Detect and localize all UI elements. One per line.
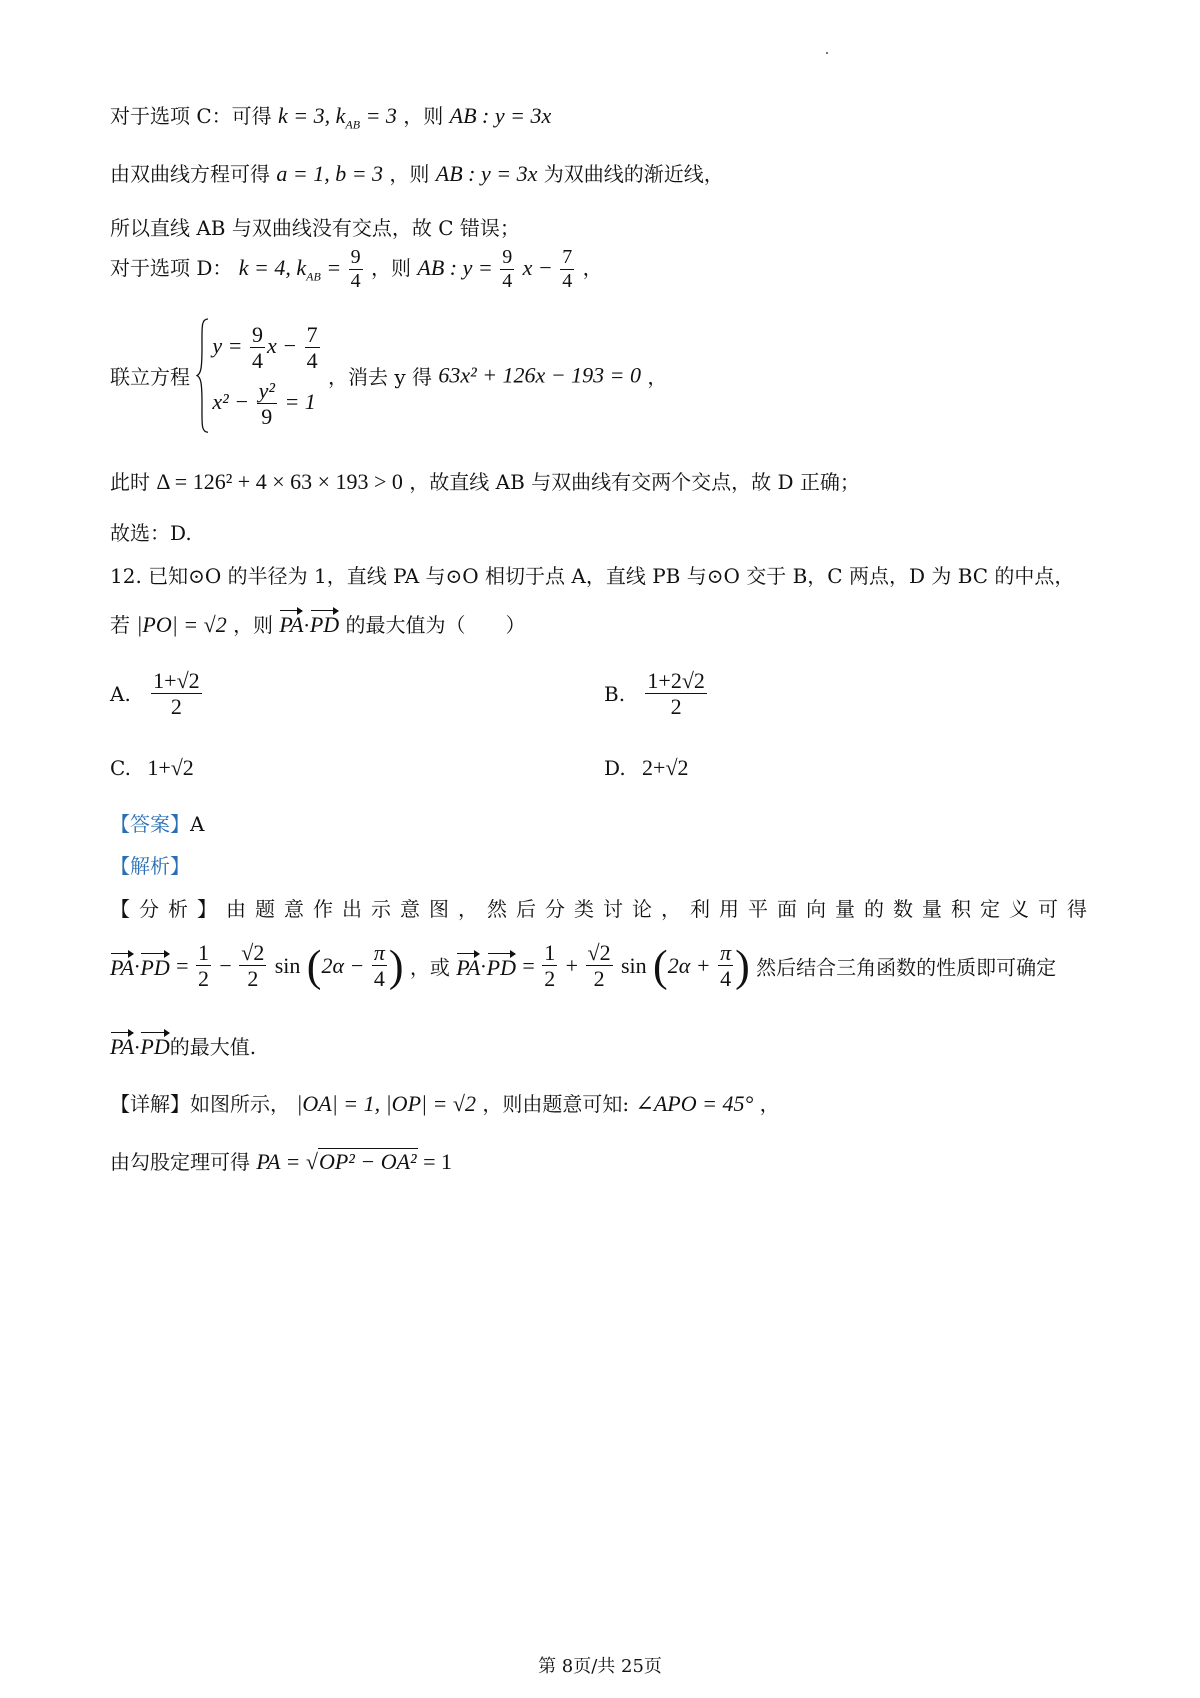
text: ，则 [233, 613, 274, 637]
text: ，则 [389, 162, 430, 186]
text: ，则 [371, 256, 412, 280]
detail-line-2: 由勾股定理可得 PA = √OP² − OA² = 1 [110, 1149, 453, 1174]
text: 联立方程 [110, 365, 190, 390]
text: ，消去 y 得 [327, 365, 432, 390]
math: x − [522, 255, 559, 280]
left-brace-icon [196, 318, 210, 433]
option-c-line [110, 100, 551, 132]
analysis-line-1 [110, 893, 1096, 922]
analysis-line-3: PA·PD的最大值. [110, 1030, 256, 1060]
fraction: $\frac{9}{4}$ [350, 246, 361, 292]
text: 所以直线 AB 与双曲线没有交点，故 C 错误； [110, 216, 520, 240]
question-12-stem-2: 若 |PO| = √2 ，则 PA·PD 的最大值为（ ） [110, 608, 526, 638]
question-12-stem [110, 560, 1074, 589]
analysis-line-2: PA·PD = $\frac{1}{2}$ − $\frac{√2}{2}$ sin (2α − $\frac{\pi}{4}$ ) ，或 PA·PD = $\frac{1}{2}$ + $\frac{√2}{2}$ sin (2α + $\frac{\pi}{4}$ ) 然后结合三角函数的性质即可确定 [110, 940, 1057, 992]
vector-pa: PA [279, 608, 303, 638]
text: 对于选项 C：可得 [110, 104, 272, 128]
vector-pd: PD [310, 608, 339, 638]
answer-line [110, 808, 204, 837]
option-d[interactable]: D. 2+√2 [604, 755, 689, 780]
text: ， [647, 365, 668, 390]
math: |PO| = √2 [136, 612, 227, 637]
text: 故选：D. [110, 521, 192, 545]
text: 【分析】由题意作出示意图，然后分类讨论，利用平面向量的数量积定义可得 [110, 897, 1096, 921]
analysis-tag: 【解析】 [110, 854, 190, 878]
text: ，故直线 AB 与双曲线有交两个交点，故 D 正确； [409, 470, 860, 494]
detail-line-1: 【详解】如图所示， |OA| = 1, |OP| = √2 ，则由题意可知: ∠APO = 45° ， [110, 1091, 780, 1116]
fraction: $\frac{7}{4}$ [562, 246, 573, 292]
fraction: $\frac{9}{4}$ [502, 246, 513, 292]
answer-tag: 【答案】 [110, 812, 190, 836]
option-c[interactable]: C. 1+√2 [110, 755, 194, 780]
hyperbola-line [110, 158, 724, 187]
text: 此时 [110, 470, 150, 494]
choice-line [110, 517, 192, 546]
math: k = 3, $k_{AB} = 3$ [278, 103, 397, 132]
text: 由双曲线方程可得 [110, 162, 270, 186]
page-footer: 第 8页/共 25页 [538, 1656, 662, 1677]
text: 对于选项 D： [110, 256, 233, 280]
system-row-2: x² − $\frac{\text{y²}}{9}$ = 1 [212, 377, 316, 429]
equation-system [196, 318, 321, 433]
text: ，则 [403, 104, 444, 128]
text: 的最大值为（ ） [345, 613, 526, 637]
text: 若 [110, 613, 130, 637]
system-row-1: y = $\frac{9}{4}$ x − $\frac{7}{4}$ [212, 322, 318, 374]
math: AB : y = 3x [449, 103, 552, 128]
math: a = 1, b = 3 [276, 161, 384, 186]
option-d-line [110, 246, 603, 293]
analysis-heading [110, 850, 190, 879]
text: 为双曲线的渐近线， [543, 162, 724, 186]
answer-value: A [190, 812, 205, 836]
math: AB : y = 3x [435, 161, 538, 186]
no-intersection-line [110, 212, 520, 241]
math: AB : y = [417, 255, 499, 280]
text: 12. 已知⊙O 的半径为 1，直线 PA 与⊙O 相切于点 A，直线 PB 与⊙O 交于 B，C 两点，D 为 BC 的中点， [110, 564, 1075, 588]
system-line [110, 318, 667, 433]
option-a[interactable]: A. $\frac{1+√2}{2}$ [110, 668, 200, 720]
delta-line [110, 466, 860, 495]
math: k = 4, $k_{AB}$ = [238, 255, 347, 284]
math: Δ = 126² + 4 × 63 × 193 > 0 [156, 469, 403, 494]
option-b[interactable]: B. $\frac{1+2√2}{2}$ [604, 668, 705, 720]
text: ， [582, 256, 603, 280]
scan-speck [826, 52, 828, 54]
math: 63x² + 126x − 193 = 0 [438, 362, 642, 388]
